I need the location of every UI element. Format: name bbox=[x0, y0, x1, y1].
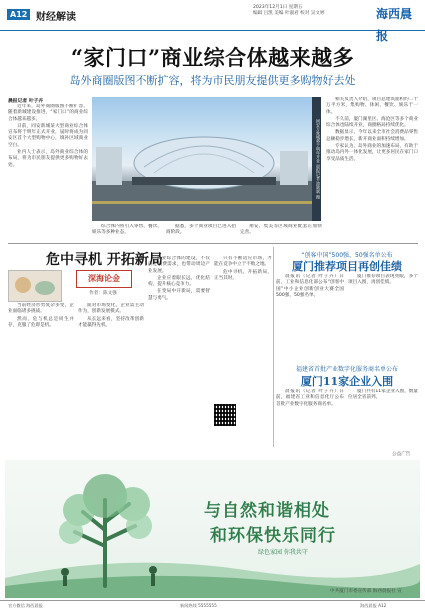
story2-column-a bbox=[276, 274, 344, 360]
paragraph: 近年来，岛外商圈版图不断扩容，随着新城建设推进，“家门口”的商业综合体越来越多。 bbox=[8, 104, 88, 122]
paragraph: 从长远来看，坚持改革创新才能赢得先机。 bbox=[78, 316, 144, 328]
lead-column-3 bbox=[166, 224, 236, 241]
commentary-headline: 危中寻机 开拓新局 bbox=[46, 252, 163, 268]
mall-photo bbox=[92, 97, 312, 221]
lead-column-1 bbox=[8, 104, 88, 240]
footer-middle: 新闻热线 5555555 bbox=[180, 603, 217, 608]
footer-left: 官方微信 海西晨报 bbox=[8, 603, 43, 608]
story2-headline: 厦门推荐项目再创佳绩 bbox=[292, 260, 402, 273]
newspaper-logo: 海西晨报 bbox=[376, 7, 413, 43]
footer-right: 海西晨报 A12 bbox=[360, 603, 387, 608]
main-subhead: 岛外商圈版图不断扩容，将为市民朋友提供更多购物好去处 bbox=[69, 74, 356, 87]
commentary-column-c bbox=[148, 256, 210, 433]
lead-column-right bbox=[326, 97, 418, 240]
ad-headline-line2: 和环保快乐同行 bbox=[210, 526, 336, 546]
paragraph: 厦门共有11家企业入围，数量位居全省前列。 bbox=[348, 389, 418, 401]
paragraph: 危中寻机，开拓新局，正当其时。 bbox=[214, 269, 272, 281]
issue-date: 2023年12月1日 星期五 bbox=[253, 5, 303, 10]
column-author: 作者：陈文强 bbox=[89, 291, 117, 296]
ad-headline-line1: 与自然和谐相处 bbox=[204, 501, 330, 521]
section-divider bbox=[8, 243, 418, 244]
lead-column-2 bbox=[92, 224, 162, 241]
paragraph: 翔安、集美等区域商业配套正加快完善。 bbox=[240, 224, 322, 236]
paragraph: 只有不断适应市场，才能在竞争中立于不败之地。 bbox=[214, 256, 272, 268]
story3-kicker: 福建省首批产业数字化服务商名单公布 bbox=[295, 366, 398, 373]
columnist-illustration bbox=[8, 270, 62, 302]
column-name: 财经解读 bbox=[36, 12, 76, 23]
photo-caption: 同安万象城将于明年开业 晨报记者 游斌斌 摄 bbox=[312, 97, 321, 221]
paragraph: 面对市场变化，企业需主动作为，创新发展模式。 bbox=[78, 303, 144, 315]
paragraph: 相关负责人介绍，项目总建筑面积约二十万平方米，集购物、休闲、餐饮、娱乐于一体。 bbox=[326, 97, 418, 115]
paragraph: 专家认为，岛外商业的加速布局，有助于推动岛内外一体化发展，让更多居民在家门口享受品质生活。 bbox=[326, 144, 418, 162]
paragraph: 数据显示，今年以来全市社会消费品零售总额稳步增长，新开商业面积持续增加。 bbox=[326, 130, 418, 142]
paragraph: 商业综合体的建设，不仅满足消费需求，也带动周边产业发展。 bbox=[148, 256, 210, 274]
paragraph: 然而，危与机总是同生并存，克服了危即是机。 bbox=[8, 316, 74, 328]
paragraph: 在变局中开新局，需要智慧与勇气。 bbox=[148, 289, 210, 301]
lead-column-4 bbox=[240, 224, 322, 241]
commentary-column-b bbox=[78, 303, 144, 433]
paragraph: 晨报讯（记者 叶子卉）日前，福建省工业和信息化厅公布首批产业数字化服务商名单。 bbox=[276, 389, 344, 407]
story2-column-b bbox=[348, 274, 418, 360]
ad-slogan: 绿色家园 你我共守 bbox=[258, 549, 308, 556]
story3-column-b bbox=[348, 389, 418, 447]
page-footer bbox=[0, 600, 425, 612]
paragraph: 综合体内将引入零售、餐饮、娱乐等多种业态。 bbox=[92, 224, 162, 236]
mall-illustration bbox=[92, 97, 312, 221]
paragraph: 业内人士表示，岛外商业综合体的布局，将为市民朋友提供更多购物好去处。 bbox=[8, 150, 88, 168]
lead-byline: 晨报记者 叶子卉 bbox=[8, 99, 44, 104]
paragraph: 厦门推荐项目表现亮眼，多个项目入围，再创佳绩。 bbox=[348, 274, 418, 286]
story3-column-a bbox=[276, 389, 344, 447]
paragraph: 晨报讯（记者 叶子卉）日前，工业和信息化部公布“创客中国”中小企业创新创业大赛全国500强、50强名单。 bbox=[276, 274, 344, 298]
page-number-badge: A12 bbox=[7, 9, 30, 20]
issue-info bbox=[253, 5, 373, 17]
paragraph: 据悉，多个商业项目已进入招商阶段。 bbox=[166, 224, 236, 236]
paragraph: 企业应着眼长远，优化结构，提升核心竞争力。 bbox=[148, 275, 210, 288]
column-badge: 深海论金 bbox=[76, 270, 132, 288]
paragraph: 日前，同安新城某大型商业综合体宣布将于明年正式开业，届时将成为同安区首个大型购物中心，填补区域商业空白。 bbox=[8, 123, 88, 148]
column-divider bbox=[273, 247, 274, 447]
qr-code bbox=[214, 404, 236, 426]
story2-kicker: “创客中国”500强、50强名单公布 bbox=[301, 252, 393, 259]
story3-headline: 厦门11家企业入围 bbox=[300, 375, 394, 388]
commentary-column-a bbox=[8, 303, 74, 433]
paragraph: 不久前，厦门湖里区、海沧区等多个商业综合体也陆续开业，商圈格局持续优化。 bbox=[326, 116, 418, 129]
issue-editors: 编辑 吕凯 美编 叶淑君 校对 吴文婷 bbox=[253, 11, 325, 16]
public-ad-label: 公益广告 bbox=[392, 452, 411, 457]
paragraph: 当前经济形势复杂多变，企业面临诸多挑战。 bbox=[8, 303, 74, 315]
main-headline: “家门口”商业综合体越来越多 bbox=[70, 45, 355, 70]
ad-sponsor: 中共厦门市委宣传部 海西晨报社 宣 bbox=[330, 589, 402, 594]
